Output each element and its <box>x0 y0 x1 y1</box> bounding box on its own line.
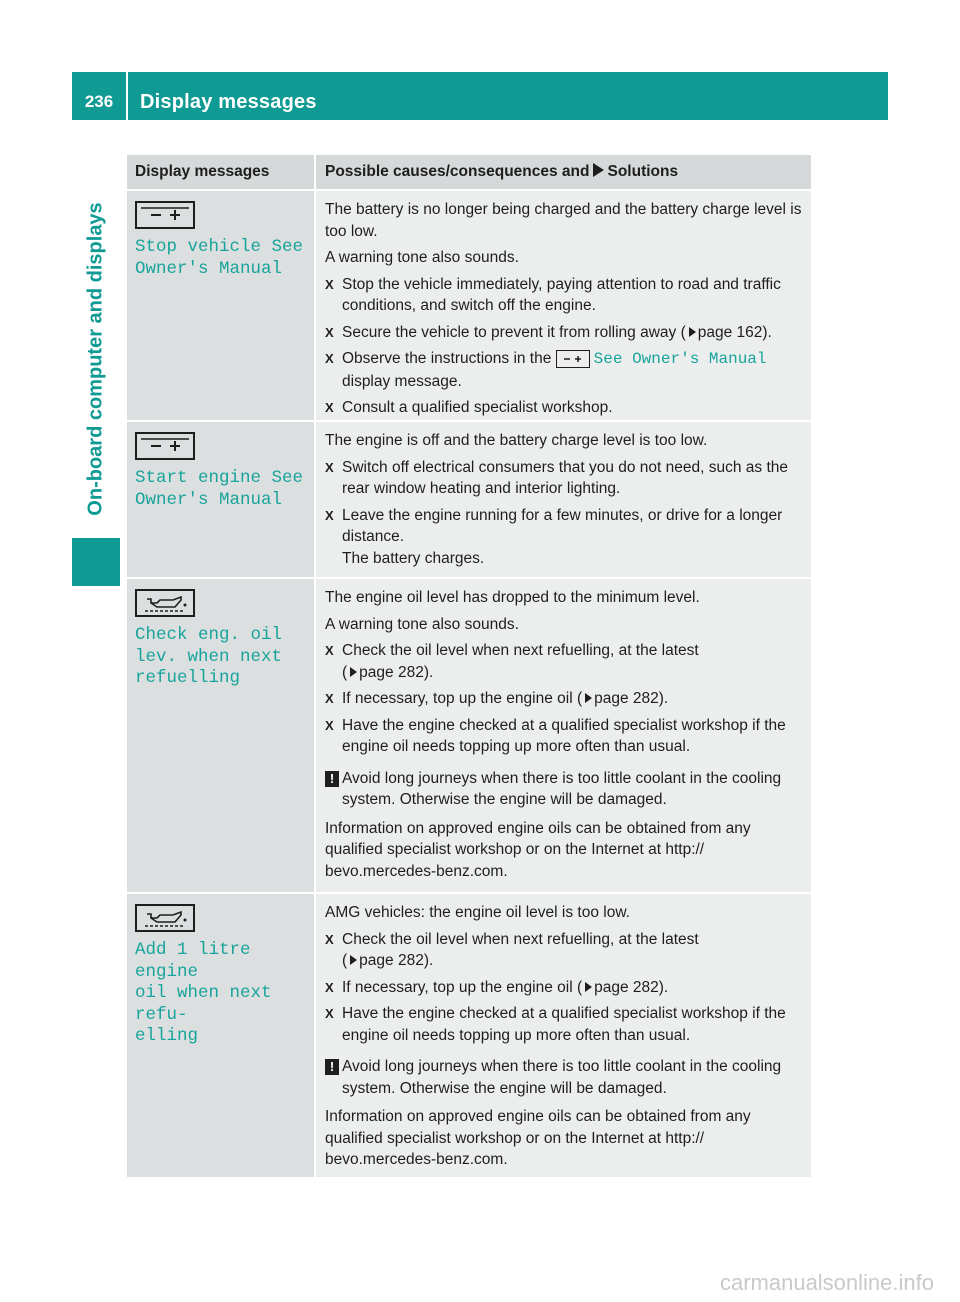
solution-step: X Switch off electrical consumers that you do not need, such as the rear window heating and interior lighting. <box>325 457 803 500</box>
causes-solutions-cell <box>314 422 811 577</box>
page-ref-arrow-icon <box>689 327 696 337</box>
page-ref-arrow-icon <box>350 955 357 965</box>
table-row <box>127 892 811 1177</box>
page-ref-link[interactable]: page 282). <box>359 663 434 681</box>
page-header <box>72 72 888 120</box>
solution-step: X Observe the instructions in the See Owner's Manual display message. <box>325 348 803 392</box>
solution-step: X Check the oil level when next refuelling, at the latest ( page 282). <box>325 640 803 683</box>
warning-icon: ! <box>325 1059 339 1075</box>
battery-icon <box>135 432 195 460</box>
page-ref-arrow-icon <box>585 693 592 703</box>
chapter-marker <box>72 538 120 586</box>
warning-note: ! Avoid long journeys when there is too little coolant in the cooling system. Otherwise the engine will be damaged. <box>325 768 803 811</box>
table-row <box>127 420 811 577</box>
solution-step: X Leave the engine running for a few minutes, or drive for a longer distance. The battery charges. <box>325 505 803 570</box>
display-message-text: Check eng. oil lev. when next refuelling <box>135 625 283 688</box>
chapter-title: On-board computer and displays <box>84 202 107 516</box>
display-messages-table <box>127 155 811 1177</box>
solution-step: X Consult a qualified specialist workshop. <box>325 397 803 419</box>
cause-text: AMG vehicles: the engine oil level is too low. <box>325 904 630 921</box>
inline-display-message: See Owner's Manual <box>593 350 767 368</box>
causes-solutions-cell <box>314 894 811 1177</box>
display-message-cell <box>127 422 314 577</box>
battery-icon <box>556 350 590 368</box>
solution-step: X Have the engine checked at a qualified specialist workshop if the engine oil needs topping up more often than usual. <box>325 1003 803 1046</box>
oil-can-icon <box>135 904 195 932</box>
watermark: carmanualsonline.info <box>719 1270 934 1295</box>
display-message-text: Start engine See Owner's Manual <box>135 468 304 510</box>
page-title: Display messages <box>140 91 317 113</box>
chapter-side-tab <box>72 132 120 586</box>
display-message-text: Stop vehicle See Owner's Manual <box>135 237 304 279</box>
cause-text: A warning tone also sounds. <box>325 249 519 266</box>
page-ref-arrow-icon <box>350 667 357 677</box>
table-header <box>127 155 811 189</box>
solution-step: X Have the engine checked at a qualified specialist workshop if the engine oil needs topping up more often than usual. <box>325 715 803 758</box>
solution-step: X Secure the vehicle to prevent it from rolling away ( page 162). <box>325 322 803 344</box>
page-ref-arrow-icon <box>585 982 592 992</box>
column-header-display-messages: Display messages <box>135 163 270 180</box>
display-message-cell <box>127 579 314 892</box>
solution-step: X Check the oil level when next refuelling, at the latest ( page 282). <box>325 929 803 972</box>
page-ref-link[interactable]: page 282). <box>594 978 669 996</box>
warning-note: ! Avoid long journeys when there is too little coolant in the cooling system. Otherwise the engine will be damaged. <box>325 1056 803 1099</box>
info-text: Information on approved engine oils can be obtained from any qualified specialist workshop or on the Internet at http:// bevo.mercedes-benz.com. <box>325 819 751 880</box>
warning-icon: ! <box>325 771 339 787</box>
display-message-cell <box>127 191 314 420</box>
header-divider <box>126 72 128 120</box>
page-ref-link[interactable]: page 282). <box>594 690 669 707</box>
solution-step: X Stop the vehicle immediately, paying attention to road and traffic conditions, and switch off the engine. <box>325 274 803 317</box>
table-row <box>127 189 811 420</box>
solution-arrow-icon <box>593 163 604 177</box>
causes-solutions-cell <box>314 191 811 420</box>
page-ref-link[interactable]: page 282). <box>359 952 434 969</box>
column-header-causes-solutions: Possible causes/consequences and Solutions <box>314 155 811 189</box>
oil-can-icon <box>135 589 195 617</box>
cause-text: A warning tone also sounds. <box>325 615 519 633</box>
cause-text: The engine oil level has dropped to the minimum level. <box>325 589 700 606</box>
info-text: Information on approved engine oils can be obtained from any qualified specialist workshop or on the Internet at http:// bevo.mercedes-benz.com. <box>325 1108 751 1168</box>
display-message-cell <box>127 894 314 1177</box>
table-row <box>127 577 811 892</box>
display-message-text: Add 1 litre engine oil when next refu- elling <box>135 940 272 1046</box>
cause-text: The battery is no longer being charged and the battery charge level is too low. <box>325 201 802 240</box>
page-ref-link[interactable]: page 162). <box>697 323 772 341</box>
page-number: 236 <box>84 92 114 111</box>
causes-solutions-cell <box>314 579 811 892</box>
battery-icon <box>135 201 195 229</box>
cause-text: The engine is off and the battery charge level is too low. <box>325 432 708 449</box>
solution-step: X If necessary, top up the engine oil ( page 282). <box>325 977 803 999</box>
solution-step: X If necessary, top up the engine oil ( page 282). <box>325 688 803 710</box>
